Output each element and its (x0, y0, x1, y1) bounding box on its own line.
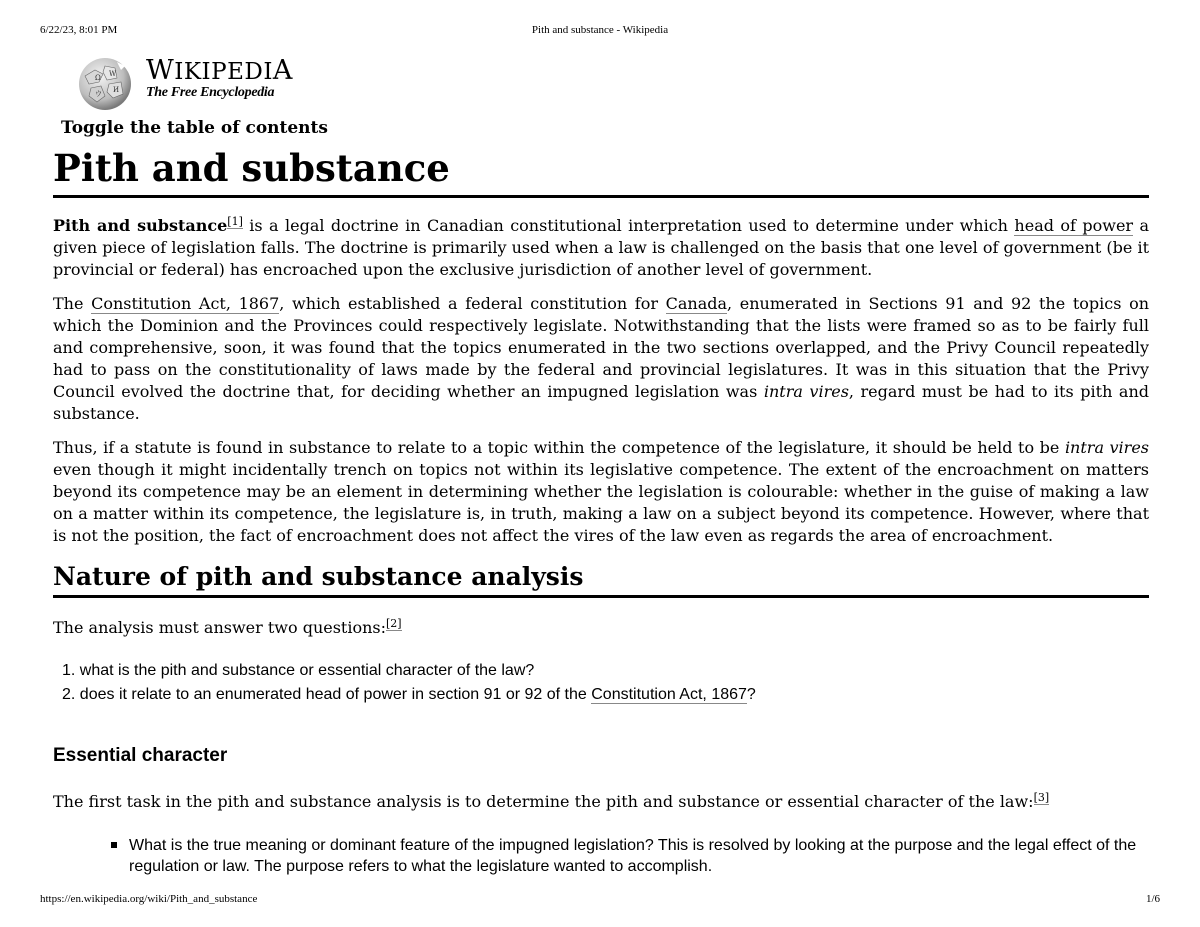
wordmark-name: WIKIPEDIA (146, 55, 293, 86)
head-of-power-link[interactable]: head of power (1014, 216, 1134, 235)
print-footer (40, 893, 1160, 905)
toc-toggle[interactable]: Toggle the table of contents (61, 118, 328, 138)
list-item: 1. what is the pith and substance or essential character of the law? (62, 662, 535, 679)
questions-list (62, 659, 1142, 707)
list-item: 2. does it relate to an enumerated head of power in section 91 or 92 of the Constitution Act, 1867? (62, 686, 756, 703)
article-body (53, 215, 1149, 547)
reference-1[interactable]: [1] (227, 215, 243, 228)
reference-2[interactable]: [2] (386, 617, 402, 630)
canada-link[interactable]: Canada (665, 294, 728, 313)
svg-text:ウ: ウ (95, 90, 102, 98)
subsection-intro: The first task in the pith and substance analysis is to determine the pith and substance or essential character of the law:[3] (53, 791, 1050, 811)
section-intro: The analysis must answer two questions:[2] (53, 617, 402, 637)
print-url: https://en.wikipedia.org/wiki/Pith_and_substance (40, 893, 258, 905)
print-datetime: 6/22/23, 8:01 PM (40, 24, 118, 36)
intro-paragraph-3: Thus, if a statute is found in substance to relate to a topic within the competence of the legislature, it should be held to be intra vires even though it might incidentally trench on topics not within its legislative competence. The extent of the encroachment on matters beyond its competence may be an element in determining whether the legislation is colourable: whether in the guise of making a law on a matter within its competence, the legislature is, in truth, making a law on a subject beyond its competence. However, where that is not the position, the fact of encroachment does not affect the vires of the law even as regards the area of encroachment. (53, 438, 1150, 545)
print-doc-title: Pith and substance - Wikipedia (531, 24, 669, 36)
intro-paragraph-2: The Constitution Act, 1867, which established a federal constitution for Canada, enumerated in Sections 91 and 92 the topics on which the Dominion and the Provinces could respectively legislate. Notwithstanding that the lists were framed so as to be fairly full and comprehensive, soon, it was found that the topics enumerated in the two sections overlapped, and the Privy Council repeatedly had to pass on the constitutionality of laws made by the federal and provincial legislatures. It was in this situation that the Privy Council evolved the doctrine that, for deciding whether an impugned legislation was intra vires, regard must be had to its pith and substance. (53, 294, 1150, 423)
svg-text:W: W (109, 70, 117, 78)
bullet-icon (111, 842, 117, 848)
print-page-number: 1/6 (1145, 893, 1160, 905)
list-item: What is the true meaning or dominant feature of the impugned legislation? This is resolved by looking at the purpose and the legal effect of the regulation or law. The purpose refers to what the legislature wanted to accomplish. (108, 835, 1148, 877)
intro-paragraph-1: Pith and substance[1] is a legal doctrine in Canadian constitutional interpretation used to determine under which head of power a given piece of legislation falls. The doctrine is primarily used when a law is challenged on the basis that one level of government (be it provincial or federal) has encroached upon the exclusive jurisdiction of another level of government. (53, 215, 1150, 279)
wordmark-tagline: The Free Encyclopedia (146, 85, 275, 100)
constitution-act-link[interactable]: Constitution Act, 1867 (91, 294, 280, 313)
essential-character-list (108, 835, 1148, 877)
wikipedia-globe-logo[interactable] (77, 56, 133, 112)
page-title: Pith and substance (53, 144, 1149, 198)
svg-text:Ω: Ω (95, 74, 101, 82)
svg-text:И: И (113, 86, 120, 94)
reference-3[interactable]: [3] (1033, 791, 1050, 804)
section-heading: Nature of pith and substance analysis (53, 561, 1149, 598)
subsection-heading: Essential character (53, 745, 228, 766)
wikipedia-wordmark[interactable] (146, 55, 293, 100)
constitution-act-link[interactable]: Constitution Act, 1867 (591, 686, 747, 703)
